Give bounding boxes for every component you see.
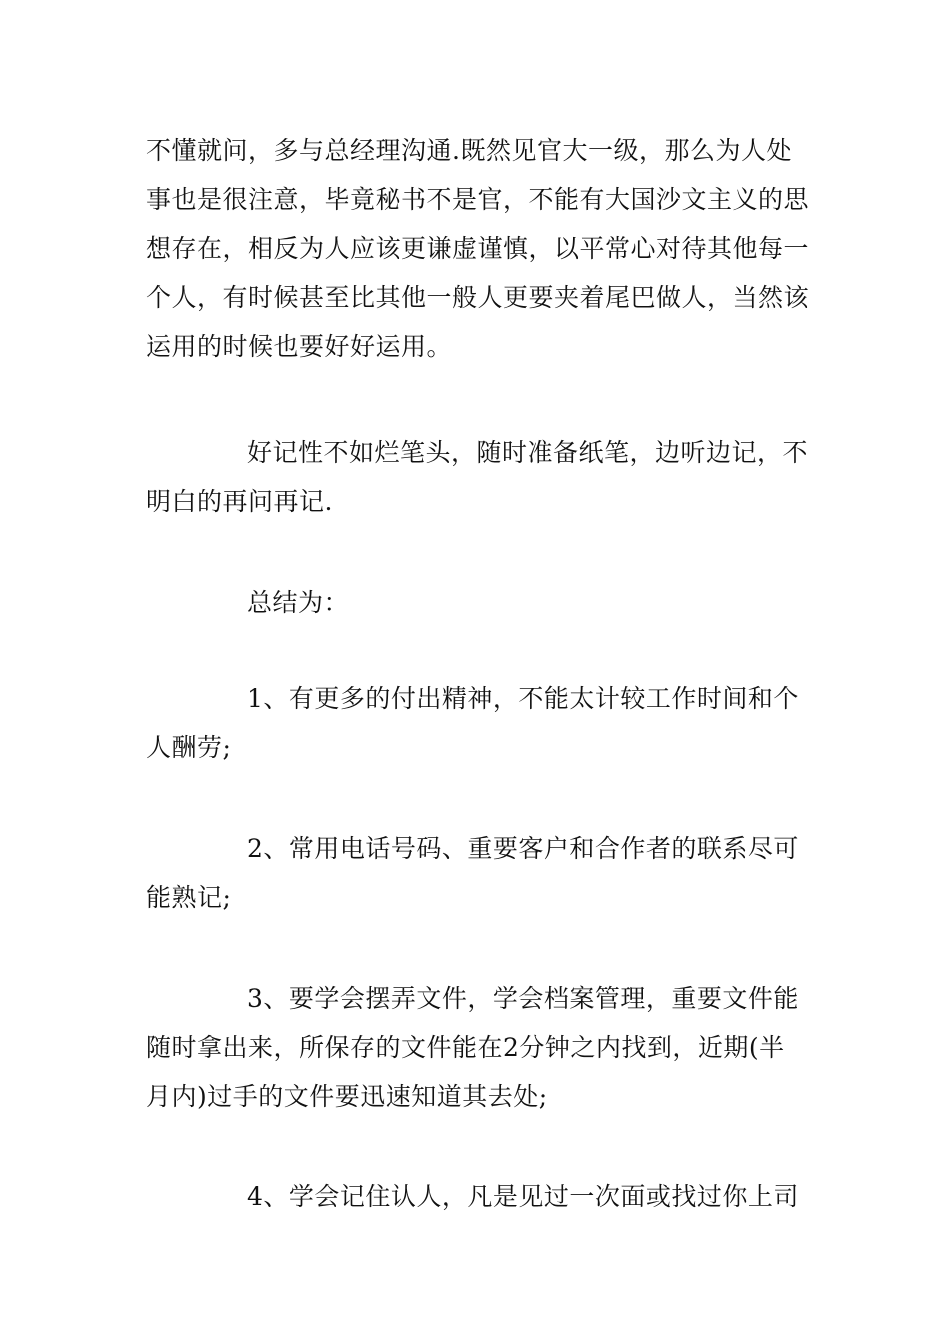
paragraph-point-4: 4、学会记住认人，凡是见过一次面或找过你上司: [247, 1182, 799, 1211]
paragraph-point-2: 2、常用电话号码、重要客户和合作者的联系尽可能熟记;: [146, 834, 799, 912]
paragraph-communication: 不懂就问，多与总经理沟通.既然见官大一级，那么为人处事也是很注意，毕竟秘书不是官，不能有大国沙文主义的思想存在，相反为人应该更谦虚谨慎，以平常心对待其他每一个人，有时候甚至比其他一般人更要夹着尾巴做人，当然该运用的时候也要好好运用。: [146, 136, 810, 361]
paragraph-point-1: 1、有更多的付出精神，不能太计较工作时间和个人酬劳;: [146, 684, 799, 762]
paragraph-point-3: 3、要学会摆弄文件，学会档案管理，重要文件能随时拿出来，所保存的文件能在2分钟之内找到，近期(半月内)过手的文件要迅速知道其去处;: [146, 984, 799, 1111]
paragraph-summary-heading: 总结为：: [247, 588, 350, 617]
paragraph-note-taking: 好记性不如烂笔头，随时准备纸笔，边听边记，不明白的再问再记.: [146, 438, 809, 516]
